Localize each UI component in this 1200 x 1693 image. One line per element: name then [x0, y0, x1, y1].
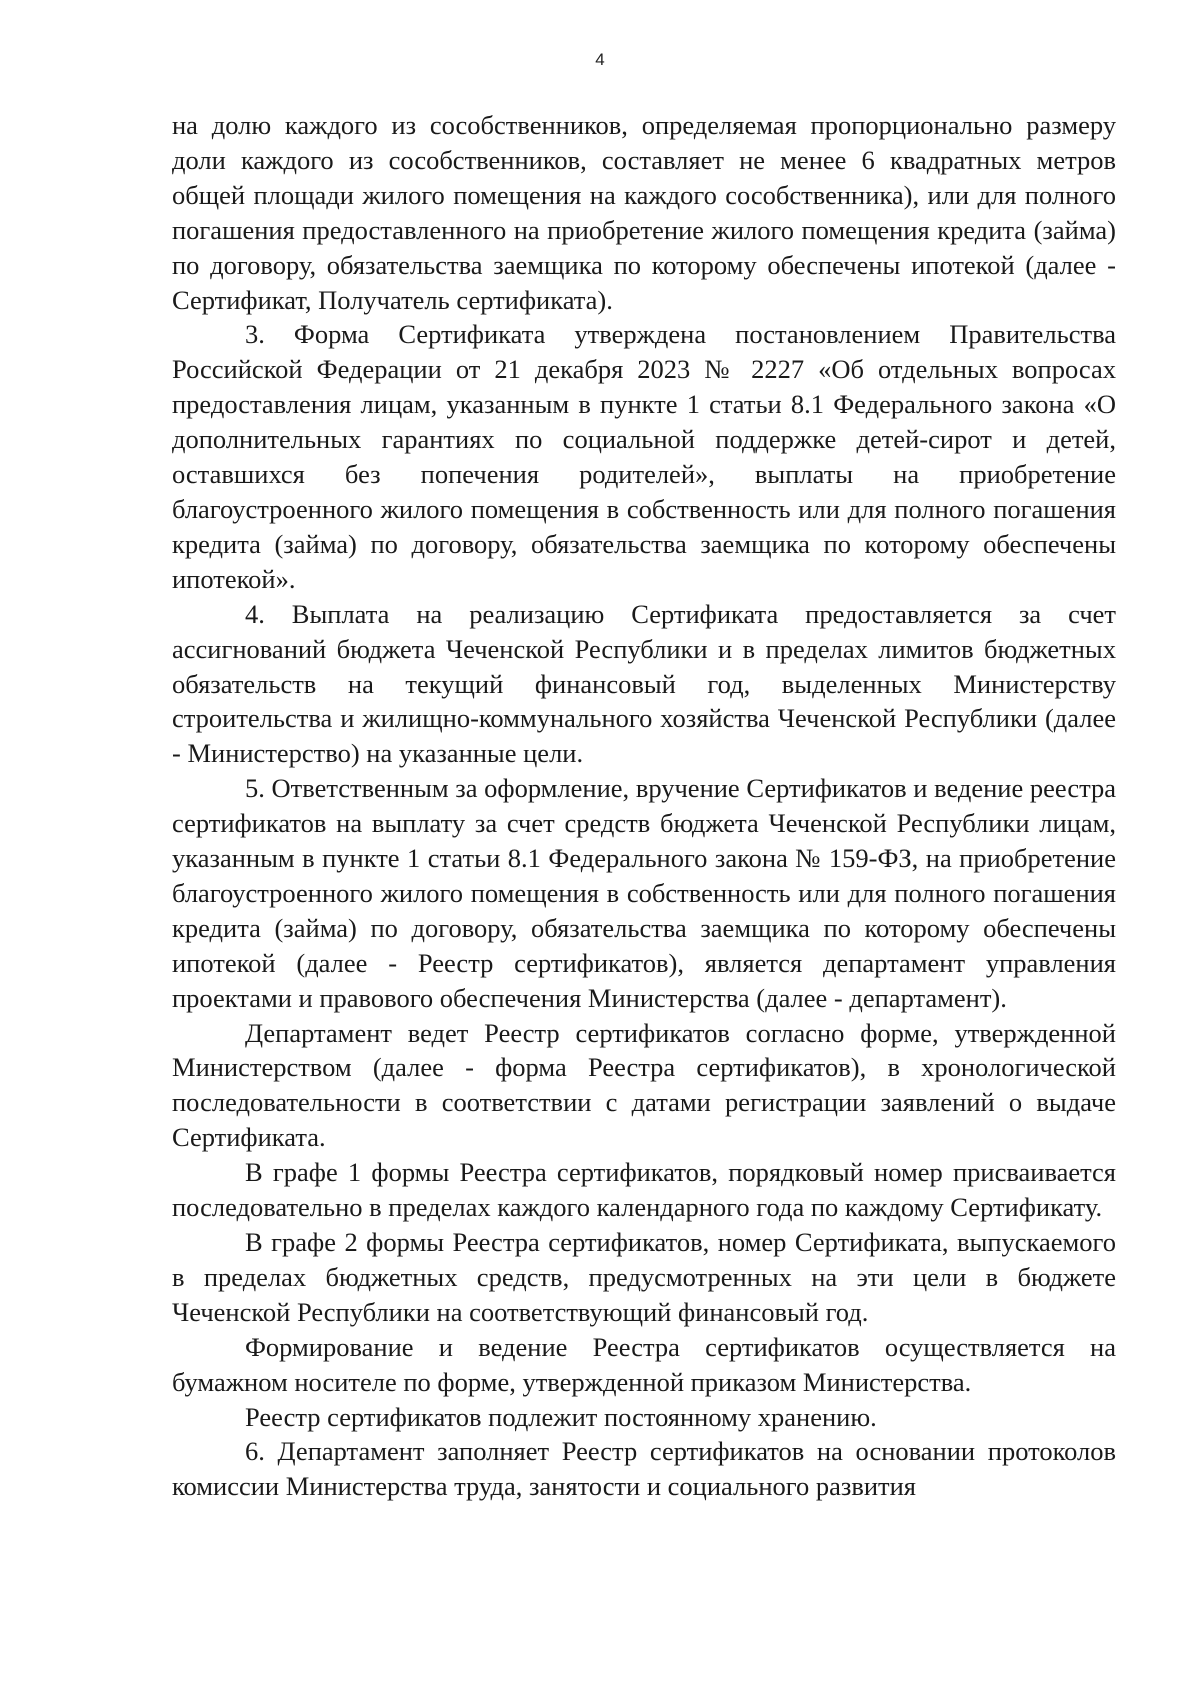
paragraph-column-2: В графе 2 формы Реестра сертификатов, номер Сертификата, выпускаемого в пределах бюджетных средств, предусмотренных на эти цели в бюджете Чеченской Республики на соответствующий финансовый год.: [172, 1227, 1116, 1327]
document-body: [172, 108, 1116, 1504]
paragraph-column-1: В графе 1 формы Реестра сертификатов, порядковый номер присваивается последовательно в пределах каждого календарного года по каждому Сертификату.: [172, 1157, 1116, 1223]
paragraph-item-3: 3. Форма Сертификата утверждена постановлением Правительства Российской Федерации от 21 декабря 2023 № 2227 «Об отдельных вопросах предоставления лицам, указанным в пункте 1 статьи 8.1 Федерального закона «О дополнительных гарантиях по социальной поддержке детей-сирот и детей, оставшихся без попечения родителей», выплаты на приобретение благоустроенного жилого помещения в собственность или для полного погашения кредита (займа) по договору, обязательства заемщика по которому обеспечены ипотекой».: [172, 319, 1116, 594]
paragraph-registry-maintenance: Департамент ведет Реестр сертификатов согласно форме, утвержденной Министерством (далее - форма Реестра сертификатов), в хронологической последовательности в соответствии с датами регистрации заявлений о выдаче Сертификата.: [172, 1017, 1116, 1153]
paragraph-item-5: 5. Ответственным за оформление, вручение Сертификатов и ведение реестра сертификатов на выплату за счет средств бюджета Чеченской Республики лицам, указанным в пункте 1 статьи 8.1 Федерального закона № 159-ФЗ, на приобретение благоустроенного жилого помещения в собственность или для полного погашения кредита (займа) по договору, обязательства заемщика по которому обеспечены ипотекой (далее - Реестр сертификатов), является департамент управления проектами и правового обеспечения Министерства (далее - департамент).: [172, 773, 1116, 1013]
page-number: 4: [595, 50, 605, 69]
paragraph-continuation: на долю каждого из сособственников, определяемая пропорционально размеру доли каждого из сособственников, составляет не менее 6 квадратных метров общей площади жилого помещения на каждого сособственника), или для полного погашения предоставленного на приобретение жилого помещения кредита (займа) по договору, обязательства заемщика по которому обеспечены ипотекой (далее - Сертификат, Получатель сертификата).: [172, 110, 1116, 315]
paragraph-registry-storage: Реестр сертификатов подлежит постоянному хранению.: [245, 1401, 877, 1432]
paragraph-registry-format: Формирование и ведение Реестра сертификатов осуществляется на бумажном носителе по форме, утвержденной приказом Министерства.: [172, 1331, 1116, 1397]
paragraph-item-4: 4. Выплата на реализацию Сертификата предоставляется за счет ассигнований бюджета Чеченской Республики и в пределах лимитов бюджетных обязательств на текущий финансовый год, выделенных Министерству строительства и жилищно-коммунального хозяйства Чеченской Республики (далее - Министерство) на указанные цели.: [172, 598, 1116, 769]
paragraph-item-6: 6. Департамент заполняет Реестр сертификатов на основании протоколов комиссии Министерства труда, занятости и социального развития: [172, 1436, 1116, 1502]
